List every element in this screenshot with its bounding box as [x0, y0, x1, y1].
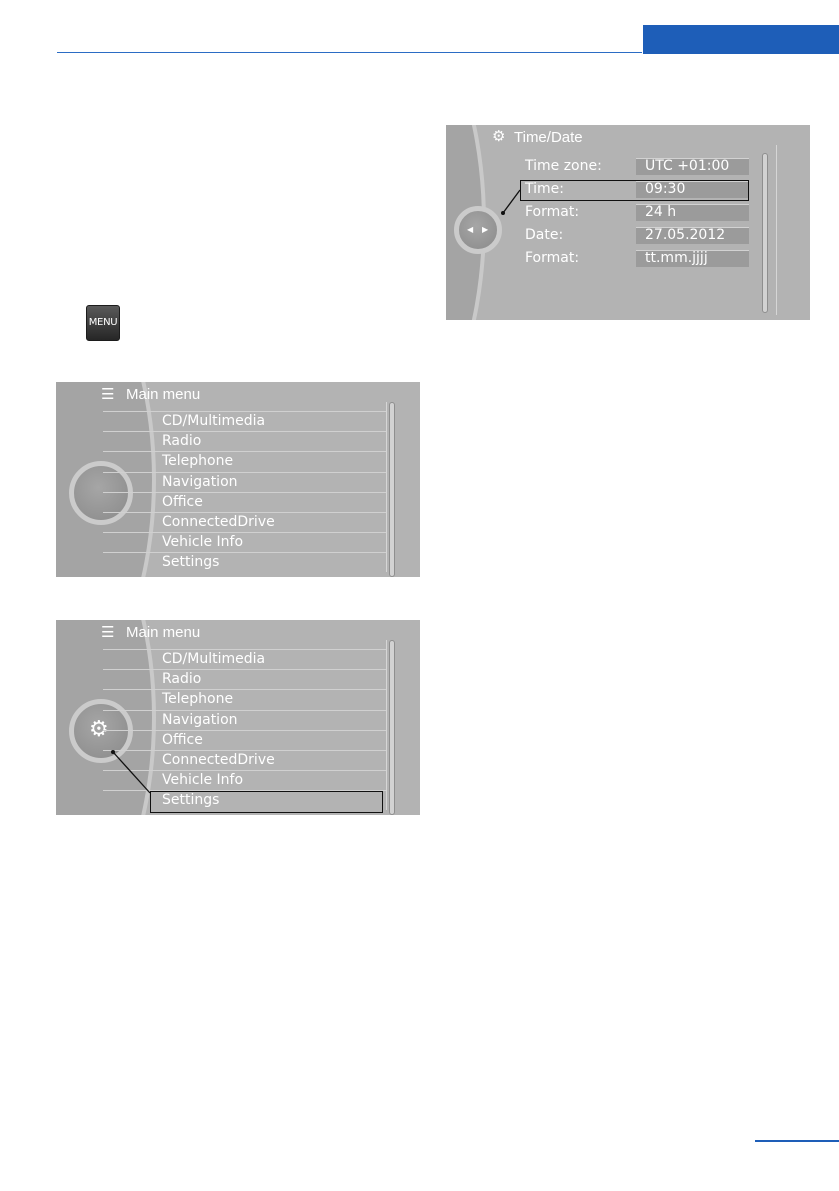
gear-icon: ⚙ [89, 716, 109, 741]
time-zone-label: Time zone: [525, 158, 602, 174]
menu-item-connecteddrive[interactable]: ConnectedDrive [103, 750, 386, 770]
time-zone-field[interactable]: UTC +01:00 [636, 158, 749, 175]
gear-clock-icon: ⚙ [492, 128, 506, 145]
list-icon: ☰ [101, 624, 115, 641]
menu-item-settings[interactable]: Settings [103, 790, 386, 810]
list-icon: ☰ [101, 386, 115, 403]
menu-item-vehicle-info[interactable]: Vehicle Info [103, 532, 386, 552]
menu-item-office[interactable]: Office [103, 492, 386, 512]
arrow-left-icon: ◀ [467, 225, 474, 234]
menu-item-connecteddrive[interactable]: ConnectedDrive [103, 512, 386, 532]
menu-button[interactable]: MENU [86, 305, 120, 341]
menu-item-radio[interactable]: Radio [103, 669, 386, 689]
time-format-label: Format: [525, 204, 580, 220]
screen-title: Main menu [126, 386, 201, 403]
menu-item-telephone[interactable]: Telephone [103, 689, 386, 709]
arrow-right-icon: ▶ [482, 225, 489, 234]
time-format-field[interactable]: 24 h [636, 204, 749, 221]
menu-item-vehicle-info[interactable]: Vehicle Info [103, 770, 386, 790]
menu-item-navigation[interactable]: Navigation [103, 710, 386, 730]
time-field[interactable]: 09:30 [636, 181, 749, 198]
menu-item-office[interactable]: Office [103, 730, 386, 750]
date-format-label: Format: [525, 250, 580, 266]
menu-item-radio[interactable]: Radio [103, 431, 386, 451]
menu-item-settings[interactable]: Settings [103, 552, 386, 572]
screen-title: Time/Date [514, 129, 583, 146]
time-label: Time: [525, 181, 564, 197]
menu-item-cd-multimedia[interactable]: CD/Multimedia [103, 411, 386, 431]
screen-title: Main menu [126, 624, 201, 641]
menu-item-cd-multimedia[interactable]: CD/Multimedia [103, 649, 386, 669]
date-field[interactable]: 27.05.2012 [636, 227, 749, 244]
date-format-field[interactable]: tt.mm.jjjj [636, 250, 749, 267]
menu-item-navigation[interactable]: Navigation [103, 472, 386, 492]
menu-item-telephone[interactable]: Telephone [103, 451, 386, 471]
date-label: Date: [525, 227, 564, 243]
